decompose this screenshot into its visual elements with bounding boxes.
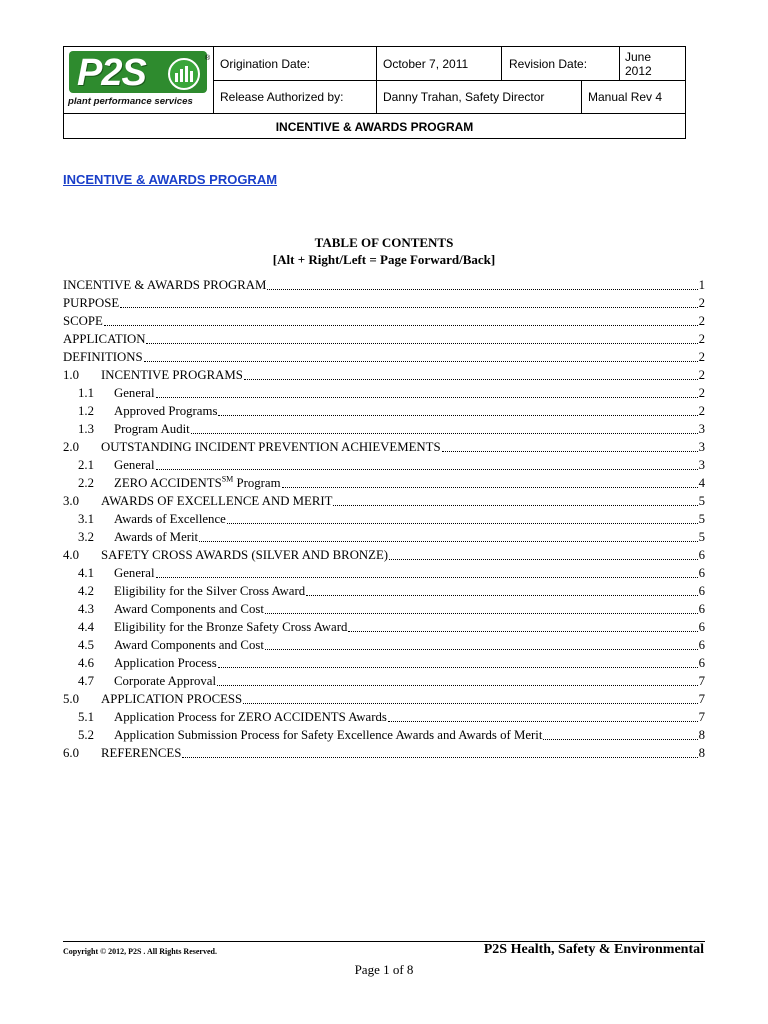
toc-entry-label bbox=[114, 618, 347, 636]
toc-entry[interactable] bbox=[63, 384, 705, 402]
toc-entry-number: 4.7 bbox=[78, 674, 94, 688]
toc-entry-label-text: General bbox=[114, 458, 155, 472]
toc-leader-dots bbox=[267, 289, 697, 290]
table-of-contents bbox=[63, 276, 705, 762]
toc-leader-dots bbox=[217, 685, 698, 686]
toc-entry[interactable] bbox=[63, 510, 705, 528]
toc-entry-number: 6.0 bbox=[63, 746, 79, 760]
toc-entry-page: 2 bbox=[698, 404, 705, 418]
toc-entry[interactable] bbox=[63, 294, 705, 312]
toc-title: TABLE OF CONTENTS bbox=[314, 235, 454, 250]
toc-entry-label-text: OUTSTANDING INCIDENT PREVENTION ACHIEVEMENTS bbox=[101, 440, 441, 454]
toc-leader-dots bbox=[333, 505, 697, 506]
toc-entry-page: 3 bbox=[698, 440, 705, 454]
toc-entry-label-text: APPLICATION PROCESS bbox=[101, 692, 243, 706]
toc-entry-page: 2 bbox=[698, 368, 705, 382]
toc-entry-label bbox=[63, 312, 103, 330]
toc-entry-number: 5.1 bbox=[78, 710, 94, 724]
manual-revision: Manual Rev 4 bbox=[588, 89, 663, 104]
toc-entry-label bbox=[114, 708, 387, 726]
toc-entry-label bbox=[114, 636, 264, 654]
toc-entry-label-text: Award Components and Cost bbox=[114, 638, 264, 652]
toc-entry-label-text: Eligibility for the Silver Cross Award bbox=[114, 584, 306, 598]
toc-entry-label bbox=[114, 582, 305, 600]
toc-leader-dots bbox=[348, 631, 697, 632]
toc-entry-label bbox=[101, 546, 388, 564]
toc-leader-dots bbox=[265, 649, 698, 650]
toc-entry-number: 2.1 bbox=[78, 458, 94, 472]
toc-entry-page: 8 bbox=[698, 728, 705, 742]
toc-entry-number: 1.0 bbox=[63, 368, 79, 382]
release-authorizer: Danny Trahan, Safety Director bbox=[383, 89, 545, 104]
toc-leader-dots bbox=[227, 523, 698, 524]
toc-entry[interactable] bbox=[63, 690, 705, 708]
toc-leader-dots bbox=[543, 739, 697, 740]
toc-leader-dots bbox=[191, 433, 698, 434]
copyright-notice: Copyright © 2012, P2S . All Rights Reserved. bbox=[63, 947, 217, 956]
toc-entry-page: 8 bbox=[698, 746, 705, 760]
toc-entry-number: 4.2 bbox=[78, 584, 94, 598]
toc-leader-dots bbox=[104, 325, 698, 326]
header-divider bbox=[581, 80, 582, 113]
toc-entry-number: 4.4 bbox=[78, 620, 94, 634]
toc-entry[interactable] bbox=[63, 312, 705, 330]
toc-leader-dots bbox=[156, 577, 698, 578]
toc-entry-label-text: Awards of Merit bbox=[114, 530, 199, 544]
toc-entry[interactable] bbox=[63, 528, 705, 546]
toc-entry-page: 3 bbox=[698, 458, 705, 472]
toc-entry[interactable] bbox=[63, 726, 705, 744]
toc-leader-dots bbox=[282, 487, 698, 488]
header-divider bbox=[501, 47, 502, 80]
toc-entry[interactable] bbox=[63, 636, 705, 654]
toc-entry-page: 7 bbox=[698, 674, 705, 688]
toc-entry-label-text: INCENTIVE & AWARDS PROGRAM bbox=[63, 278, 267, 292]
toc-leader-dots bbox=[156, 397, 698, 398]
toc-entry-label-text: Award Components and Cost bbox=[114, 602, 264, 616]
toc-entry-page: 7 bbox=[698, 692, 705, 706]
origination-date: October 7, 2011 bbox=[383, 56, 469, 71]
toc-entry-label-text: General bbox=[114, 566, 155, 580]
toc-leader-dots bbox=[146, 343, 697, 344]
toc-entry-label bbox=[63, 294, 119, 312]
toc-entry[interactable] bbox=[63, 330, 705, 348]
toc-entry-label bbox=[63, 330, 145, 348]
toc-entry-label-text: Corporate Approval bbox=[114, 674, 216, 688]
toc-entry-label-text: Application Process bbox=[114, 656, 217, 670]
header-doc-title: INCENTIVE & AWARDS PROGRAM bbox=[275, 119, 474, 134]
toc-entry-label-text: DEFINITIONS bbox=[63, 350, 143, 364]
toc-entry-label bbox=[114, 420, 190, 438]
toc-entry[interactable] bbox=[63, 348, 705, 366]
toc-entry-label bbox=[101, 492, 332, 510]
logo-badge bbox=[69, 51, 207, 93]
toc-entry[interactable] bbox=[63, 456, 705, 474]
toc-entry-page: 2 bbox=[698, 332, 705, 346]
revision-date: June 2012 bbox=[625, 49, 652, 78]
toc-entry-page: 6 bbox=[698, 566, 705, 580]
toc-leader-dots bbox=[182, 757, 697, 758]
toc-leader-dots bbox=[156, 469, 698, 470]
toc-entry-label-text: General bbox=[114, 386, 155, 400]
toc-entry-label bbox=[63, 276, 266, 294]
toc-entry[interactable] bbox=[63, 582, 705, 600]
toc-entry-number: 3.2 bbox=[78, 530, 94, 544]
toc-entry[interactable] bbox=[63, 402, 705, 420]
toc-entry-label bbox=[114, 528, 198, 546]
toc-entry-number: 4.5 bbox=[78, 638, 94, 652]
logo-wordmark: P2S bbox=[77, 52, 146, 94]
toc-entry[interactable] bbox=[63, 600, 705, 618]
toc-entry-label-text: AWARDS OF EXCELLENCE AND MERIT bbox=[101, 494, 333, 508]
toc-entry-label-text: Eligibility for the Bronze Safety Cross Award bbox=[114, 620, 348, 634]
toc-entry-page: 6 bbox=[698, 656, 705, 670]
toc-entry-number: 2.2 bbox=[78, 476, 94, 490]
program-title-link[interactable]: INCENTIVE & AWARDS PROGRAM bbox=[63, 172, 278, 187]
toc-entry-label bbox=[114, 456, 155, 474]
toc-leader-dots bbox=[144, 361, 698, 362]
toc-entry-label bbox=[63, 348, 143, 366]
toc-leader-dots bbox=[218, 667, 698, 668]
toc-entry-label-text: Approved Programs bbox=[114, 404, 218, 418]
toc-entry-label-text: SCOPE bbox=[63, 314, 103, 328]
toc-entry[interactable] bbox=[63, 366, 705, 384]
toc-leader-dots bbox=[306, 595, 697, 596]
toc-entry-page: 6 bbox=[698, 602, 705, 616]
toc-entry-page: 6 bbox=[698, 584, 705, 598]
toc-leader-dots bbox=[244, 379, 698, 380]
toc-entry-number: 4.1 bbox=[78, 566, 94, 580]
footer-organization: P2S Health, Safety & Environmental bbox=[483, 942, 704, 957]
toc-entry-number: 3.1 bbox=[78, 512, 94, 526]
toc-leader-dots bbox=[389, 559, 698, 560]
toc-entry-number: 1.1 bbox=[78, 386, 94, 400]
toc-entry-number: 5.0 bbox=[63, 692, 79, 706]
toc-leader-dots bbox=[218, 415, 697, 416]
toc-entry-page: 6 bbox=[698, 620, 705, 634]
toc-entry[interactable] bbox=[63, 492, 705, 510]
toc-entry-page: 3 bbox=[698, 422, 705, 436]
toc-entry-number: 1.3 bbox=[78, 422, 94, 436]
toc-leader-dots bbox=[199, 541, 697, 542]
toc-entry-label bbox=[114, 672, 216, 690]
globe-icon bbox=[167, 57, 201, 91]
toc-leader-dots bbox=[265, 613, 698, 614]
toc-entry-label-text: Program Audit bbox=[114, 422, 190, 436]
toc-entry-page: 5 bbox=[698, 494, 705, 508]
toc-entry-page: 2 bbox=[698, 350, 705, 364]
toc-entry-label-text: Awards of Excellence bbox=[114, 512, 226, 526]
toc-entry[interactable] bbox=[63, 708, 705, 726]
toc-entry[interactable] bbox=[63, 744, 705, 762]
toc-entry-page: 4 bbox=[698, 476, 705, 490]
toc-entry[interactable] bbox=[63, 618, 705, 636]
toc-entry-page: 2 bbox=[698, 386, 705, 400]
header-divider bbox=[619, 47, 620, 80]
toc-entry-label-suffix: Program bbox=[233, 476, 281, 490]
toc-entry-label bbox=[114, 726, 542, 744]
toc-entry-label bbox=[114, 510, 226, 528]
toc-entry-label-text: REFERENCES bbox=[101, 746, 182, 760]
toc-entry-label bbox=[101, 744, 181, 762]
toc-entry-label-text: ZERO ACCIDENTS bbox=[114, 476, 222, 490]
service-mark: SM bbox=[221, 474, 234, 484]
toc-entry-label-text: INCENTIVE PROGRAMS bbox=[101, 368, 243, 382]
toc-entry-label bbox=[101, 690, 242, 708]
toc-entry-number: 5.2 bbox=[78, 728, 94, 742]
origination-label: Origination Date: bbox=[220, 56, 311, 71]
toc-entry-number: 2.0 bbox=[63, 440, 79, 454]
revision-label: Revision Date: bbox=[509, 56, 588, 71]
toc-entry-label bbox=[114, 564, 155, 582]
toc-entry-number: 4.0 bbox=[63, 548, 79, 562]
toc-entry-label bbox=[114, 402, 217, 420]
toc-entry[interactable] bbox=[63, 672, 705, 690]
toc-entry-page: 5 bbox=[698, 530, 705, 544]
toc-entry-number: 4.3 bbox=[78, 602, 94, 616]
toc-entry-label-text: PURPOSE bbox=[63, 296, 120, 310]
company-logo bbox=[64, 47, 213, 113]
toc-entry[interactable] bbox=[63, 654, 705, 672]
toc-entry-label bbox=[114, 654, 217, 672]
toc-entry-number: 4.6 bbox=[78, 656, 94, 670]
toc-entry-page: 7 bbox=[698, 710, 705, 724]
toc-entry-label-text: APPLICATION bbox=[63, 332, 146, 346]
toc-entry-page: 6 bbox=[698, 548, 705, 562]
toc-entry-label-text: SAFETY CROSS AWARDS (SILVER AND BRONZE) bbox=[101, 548, 389, 562]
toc-subtitle: [Alt + Right/Left = Page Forward/Back] bbox=[272, 252, 496, 267]
toc-leader-dots bbox=[120, 307, 697, 308]
toc-leader-dots bbox=[243, 703, 697, 704]
toc-entry-page: 1 bbox=[698, 278, 705, 292]
toc-leader-dots bbox=[388, 721, 698, 722]
toc-entry-page: 2 bbox=[698, 296, 705, 310]
toc-entry[interactable] bbox=[63, 564, 705, 582]
toc-entry-label bbox=[114, 474, 281, 492]
toc-entry-label bbox=[114, 600, 264, 618]
toc-entry-label bbox=[114, 384, 155, 402]
toc-entry[interactable] bbox=[63, 276, 705, 294]
logo-tagline: plant performance services bbox=[68, 96, 193, 107]
toc-entry-label bbox=[101, 366, 243, 384]
toc-entry-label-text: Application Process for ZERO ACCIDENTS Awards bbox=[114, 710, 387, 724]
toc-entry-page: 5 bbox=[698, 512, 705, 526]
toc-entry-label bbox=[101, 438, 441, 456]
toc-entry-page: 6 bbox=[698, 638, 705, 652]
toc-entry-label-text: Application Submission Process for Safety Excellence Awards and Awards of Merit bbox=[114, 728, 543, 742]
toc-entry[interactable] bbox=[63, 420, 705, 438]
page-number: Page 1 of 8 bbox=[354, 962, 414, 977]
registered-mark: ® bbox=[205, 55, 211, 62]
toc-entry[interactable] bbox=[63, 546, 705, 564]
toc-entry[interactable] bbox=[63, 474, 705, 492]
toc-leader-dots bbox=[442, 451, 698, 452]
toc-entry-number: 3.0 bbox=[63, 494, 79, 508]
toc-entry-page: 2 bbox=[698, 314, 705, 328]
document-header bbox=[63, 46, 686, 139]
toc-entry[interactable] bbox=[63, 438, 705, 456]
toc-entry-number: 1.2 bbox=[78, 404, 94, 418]
release-label: Release Authorized by: bbox=[220, 89, 344, 104]
